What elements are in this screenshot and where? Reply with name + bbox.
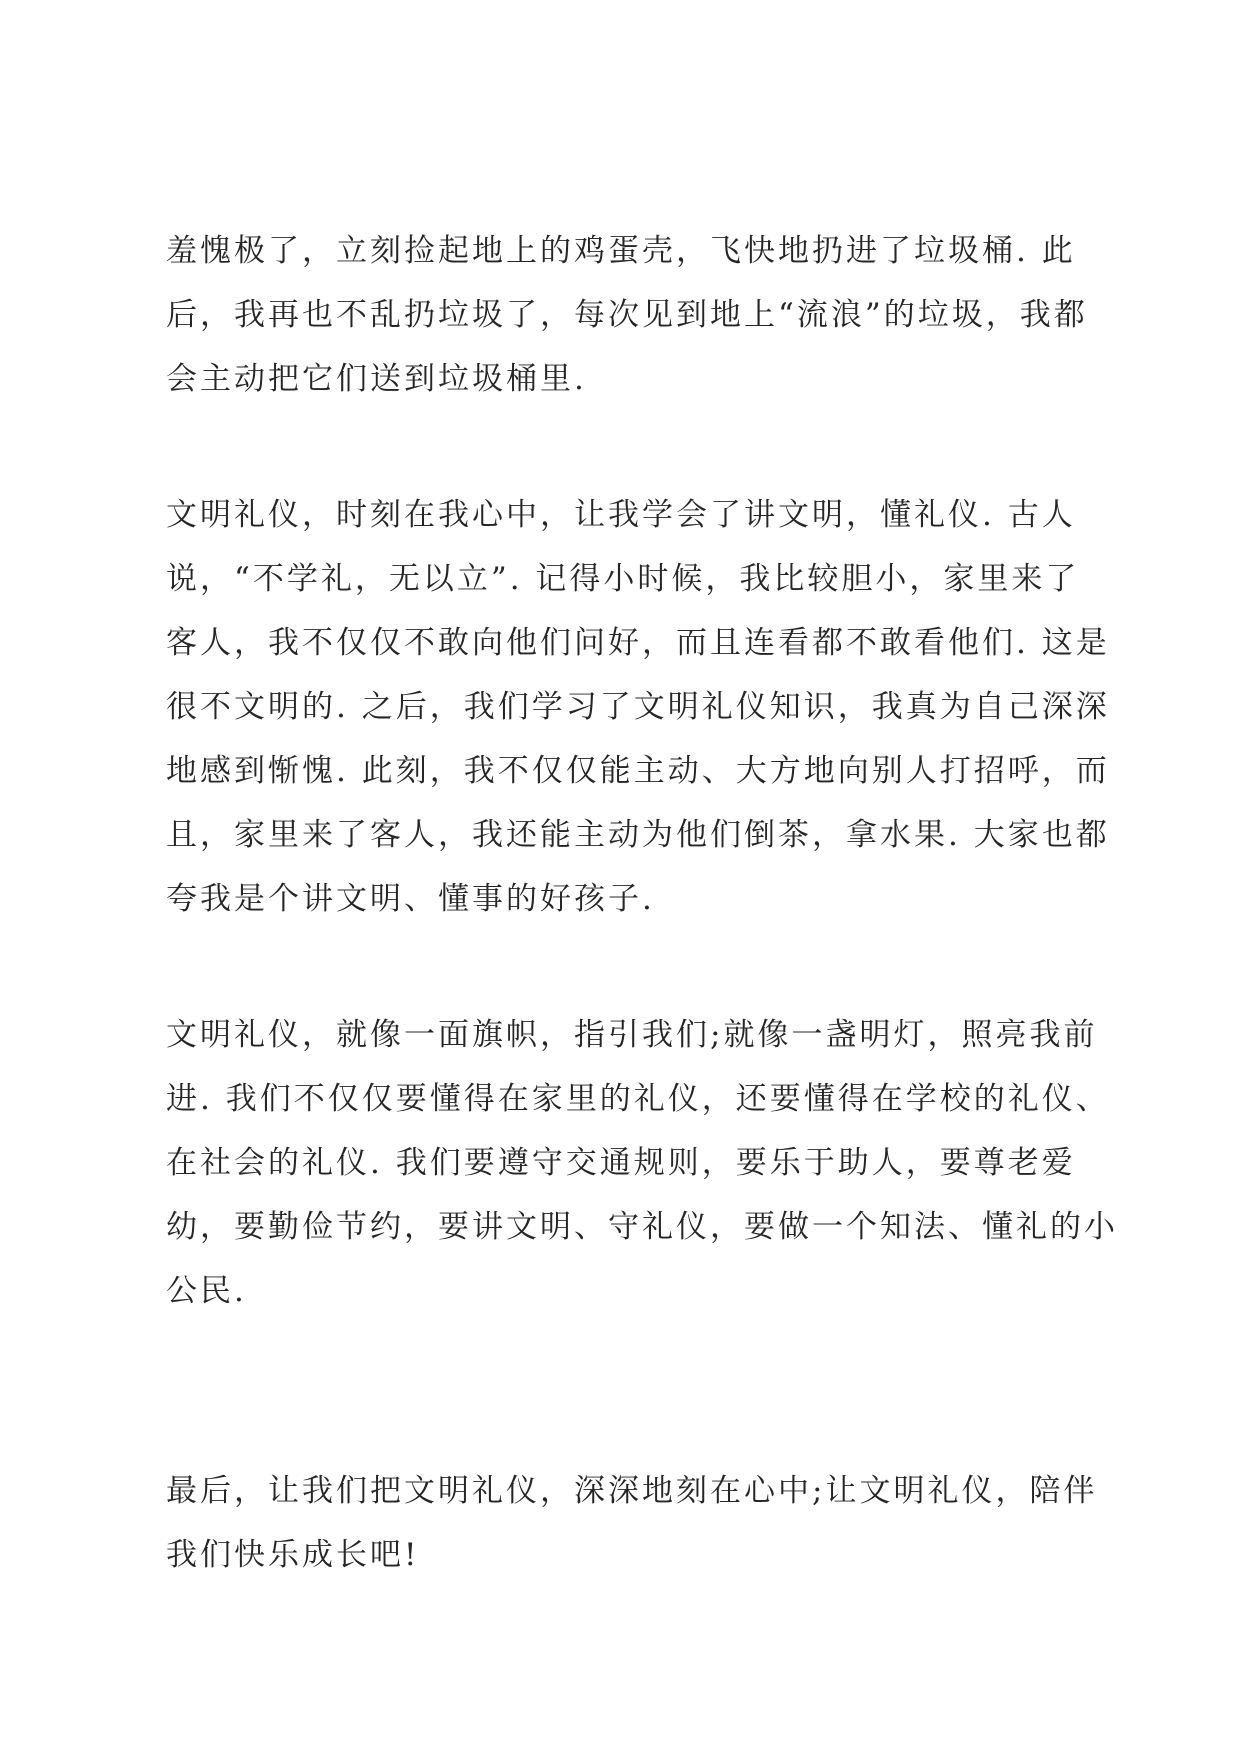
text-line: 在社会的礼仪. 我们要遵守交通规则，要乐于助人，要尊老爱 bbox=[166, 1145, 1076, 1181]
text-line: 会主动把它们送到垃圾桶里. bbox=[166, 361, 587, 397]
text-line: 幼，要勤俭节约，要讲文明、守礼仪，要做一个知法、懂礼的小 bbox=[166, 1209, 1118, 1245]
text-line: 后，我再也不乱扔垃圾了，每次见到地上“流浪”的垃圾，我都 bbox=[166, 297, 1088, 333]
text-line: 公民. bbox=[166, 1273, 247, 1309]
text-line: 很不文明的. 之后，我们学习了文明礼仪知识，我真为自己深深 bbox=[166, 689, 1110, 725]
text-line: 文明礼仪，时刻在我心中，让我学会了讲文明，懂礼仪. 古人 bbox=[166, 497, 1076, 533]
paragraph-4 bbox=[166, 1459, 1096, 1587]
text-line: 客人，我不仅仅不敢向他们问好，而且连看都不敢看他们. 这是 bbox=[166, 625, 1110, 661]
text-line: 最后，让我们把文明礼仪，深深地刻在心中;让文明礼仪，陪伴 bbox=[166, 1473, 1098, 1509]
text-line: 地感到惭愧. 此刻，我不仅仅能主动、大方地向别人打招呼，而 bbox=[166, 753, 1110, 789]
text-line: 且，家里来了客人，我还能主动为他们倒茶，拿水果. 大家也都 bbox=[166, 817, 1110, 853]
text-line: 说，“不学礼，无以立”. 记得小时候，我比较胆小，家里来了 bbox=[166, 561, 1080, 597]
text-line: 进. 我们不仅仅要懂得在家里的礼仪，还要懂得在学校的礼仪、 bbox=[166, 1081, 1110, 1117]
text-line: 文明礼仪，就像一面旗帜，指引我们;就像一盏明灯，照亮我前 bbox=[166, 1017, 1098, 1053]
paragraph-2 bbox=[166, 483, 1110, 931]
text-line: 羞愧极了，立刻捡起地上的鸡蛋壳，飞快地扔进了垃圾桶. 此 bbox=[166, 233, 1076, 269]
paragraph-1 bbox=[166, 219, 1096, 411]
text-line: 我们快乐成长吧! bbox=[166, 1537, 420, 1573]
paragraph-3 bbox=[166, 1003, 1118, 1323]
text-line: 夸我是个讲文明、懂事的好孩子. bbox=[166, 881, 655, 917]
